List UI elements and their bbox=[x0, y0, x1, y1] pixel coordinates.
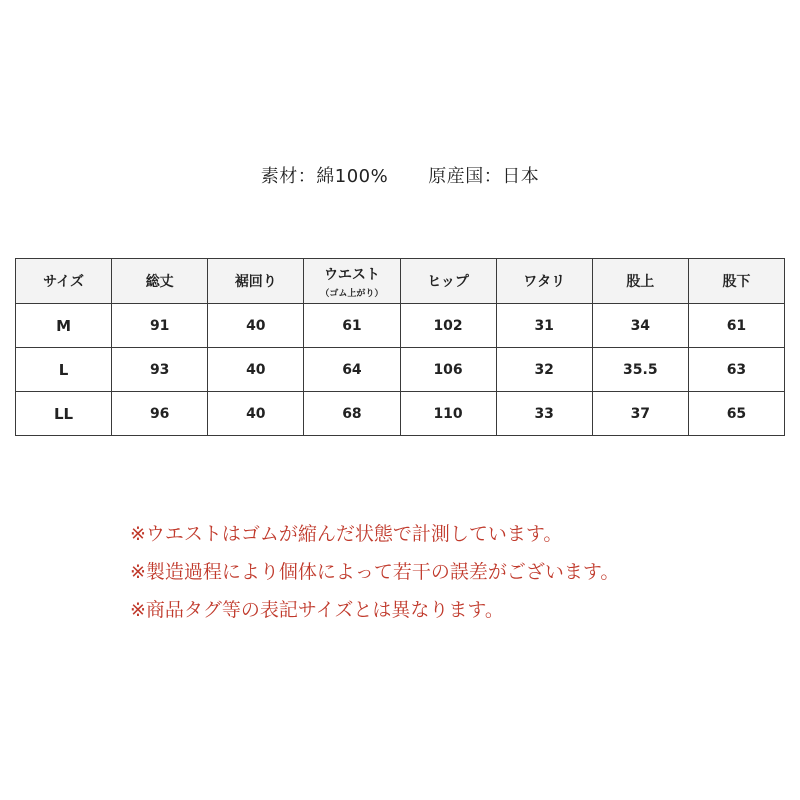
table-cell: 68 bbox=[304, 392, 400, 436]
table-cell: 37 bbox=[592, 392, 688, 436]
table-header-row bbox=[16, 259, 785, 304]
notes-block bbox=[130, 515, 750, 629]
header-hem: 裾回り bbox=[208, 259, 304, 304]
table-cell: 63 bbox=[688, 348, 784, 392]
size-label: L bbox=[16, 348, 112, 392]
table-cell: 32 bbox=[496, 348, 592, 392]
table-cell: 102 bbox=[400, 304, 496, 348]
table-cell: 34 bbox=[592, 304, 688, 348]
table-cell: 93 bbox=[112, 348, 208, 392]
table-cell: 96 bbox=[112, 392, 208, 436]
table-cell: 40 bbox=[208, 304, 304, 348]
header-hip: ヒップ bbox=[400, 259, 496, 304]
note-waist: ※ウエストはゴムが縮んだ状態で計測しています。 bbox=[130, 523, 563, 545]
header-waist-label: ウエスト bbox=[323, 266, 380, 283]
size-table bbox=[15, 258, 785, 436]
table-cell: 61 bbox=[304, 304, 400, 348]
table-cell: 33 bbox=[496, 392, 592, 436]
header-rise: 股上 bbox=[592, 259, 688, 304]
product-info bbox=[0, 162, 800, 188]
note-tolerance: ※製造過程により個体によって若干の誤差がございます。 bbox=[130, 561, 620, 583]
table-cell: 106 bbox=[400, 348, 496, 392]
size-label: M bbox=[16, 304, 112, 348]
table-cell: 64 bbox=[304, 348, 400, 392]
note-tag-size: ※商品タグ等の表記サイズとは異なります。 bbox=[130, 599, 504, 621]
header-inseam: 股下 bbox=[688, 259, 784, 304]
table-cell: 35.5 bbox=[592, 348, 688, 392]
table-row bbox=[16, 348, 785, 392]
material-text: 素材：綿100% bbox=[260, 166, 389, 187]
table-cell: 61 bbox=[688, 304, 784, 348]
table-cell: 31 bbox=[496, 304, 592, 348]
header-size: サイズ bbox=[16, 259, 112, 304]
size-label: LL bbox=[16, 392, 112, 436]
table-row bbox=[16, 392, 785, 436]
table-cell: 40 bbox=[208, 348, 304, 392]
table-cell: 110 bbox=[400, 392, 496, 436]
origin-text: 原産国：日本 bbox=[428, 166, 540, 187]
table-cell: 91 bbox=[112, 304, 208, 348]
table-cell: 65 bbox=[688, 392, 784, 436]
header-waist-sub: （ゴム上がり） bbox=[320, 288, 384, 299]
header-thigh: ワタリ bbox=[496, 259, 592, 304]
header-waist bbox=[304, 259, 400, 304]
header-total-length: 総丈 bbox=[112, 259, 208, 304]
table-row bbox=[16, 304, 785, 348]
table-cell: 40 bbox=[208, 392, 304, 436]
